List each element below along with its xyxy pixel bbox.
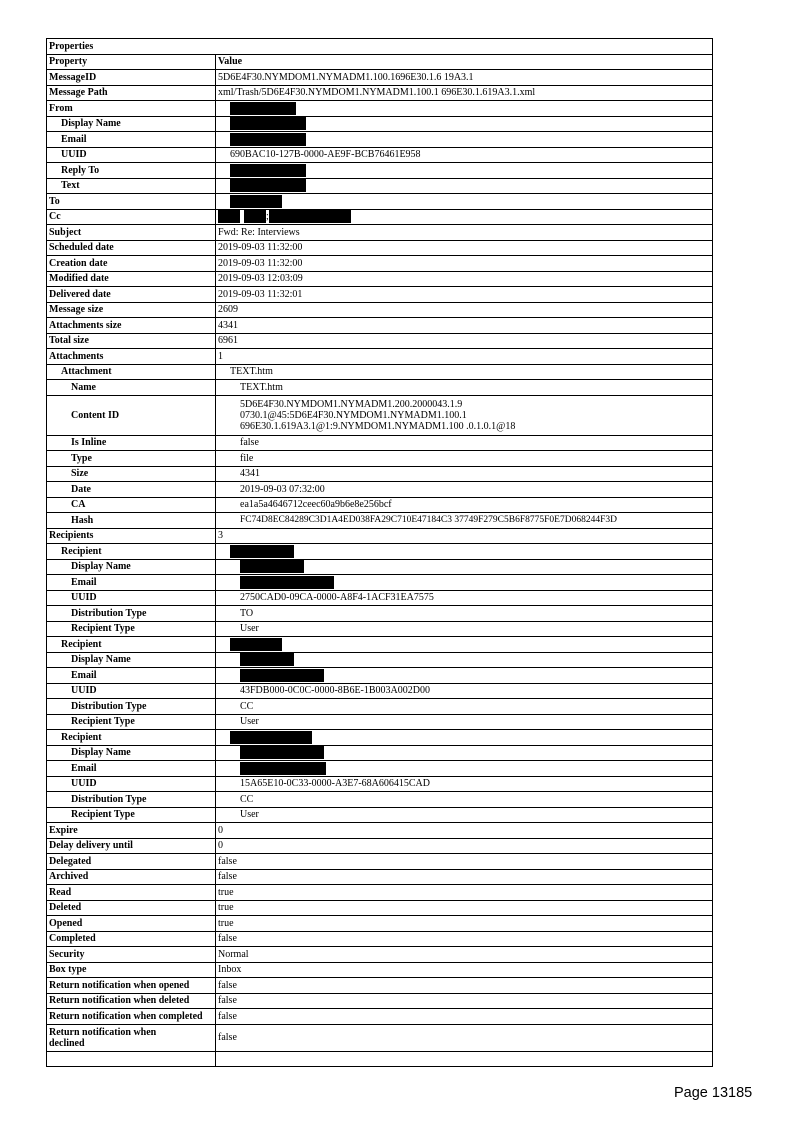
table-row xyxy=(47,287,713,303)
property-value: 43FDB000-0C0C-0000-8B6E-1B003A002D00 xyxy=(216,683,713,699)
table-row xyxy=(47,652,713,668)
property-label: UUID xyxy=(47,683,216,699)
table-row xyxy=(47,714,713,730)
property-value: 5D6E4F30.NYMDOM1.NYMADM1.200.2000043.1.9 0730.1@45:5D6E4F30.NYMDOM1.NYMADM1.100.1 696E30.1.619A3.1@1:9.NYMDOM1.NYMADM1.100 .0.1.0.1@18 xyxy=(216,395,713,435)
property-label: Recipients xyxy=(47,528,216,544)
property-value: false xyxy=(216,931,713,947)
table-row xyxy=(47,240,713,256)
table-row xyxy=(47,1051,713,1067)
property-label: Content ID xyxy=(47,395,216,435)
property-value: 6961 xyxy=(216,333,713,349)
property-label: Archived xyxy=(47,869,216,885)
properties-table xyxy=(46,38,713,1067)
property-value xyxy=(216,761,713,777)
table-row xyxy=(47,466,713,482)
table-row xyxy=(47,807,713,823)
property-label: Deleted xyxy=(47,900,216,916)
property-label: Modified date xyxy=(47,271,216,287)
property-label: Recipient Type xyxy=(47,621,216,637)
property-label: Distribution Type xyxy=(47,699,216,715)
redaction-block xyxy=(240,653,294,666)
property-label: Security xyxy=(47,947,216,963)
property-label: Display Name xyxy=(47,559,216,575)
table-row xyxy=(47,978,713,994)
property-value: 2609 xyxy=(216,302,713,318)
property-label: Display Name xyxy=(47,652,216,668)
property-label: Display Name xyxy=(47,745,216,761)
table-row xyxy=(47,528,713,544)
property-label: Total size xyxy=(47,333,216,349)
property-value: file xyxy=(216,451,713,467)
redaction-block xyxy=(230,164,306,177)
table-row xyxy=(47,1024,713,1051)
table-row xyxy=(47,435,713,451)
property-value: 0 xyxy=(216,838,713,854)
table-row xyxy=(47,271,713,287)
property-label xyxy=(47,1051,216,1067)
property-value: 4341 xyxy=(216,466,713,482)
table-row xyxy=(47,101,713,117)
property-value: false xyxy=(216,1024,713,1051)
table-row xyxy=(47,395,713,435)
property-value: Inbox xyxy=(216,962,713,978)
table-row xyxy=(47,318,713,334)
page-number: Page 13185 xyxy=(674,1085,753,1101)
table-row xyxy=(47,178,713,194)
table-row xyxy=(47,482,713,498)
table-row xyxy=(47,497,713,513)
table-row xyxy=(47,513,713,529)
table-row xyxy=(47,544,713,560)
table-row xyxy=(47,621,713,637)
table-row xyxy=(47,116,713,132)
property-value: ea1a5a4646712ceec60a9b6e8e256bcf xyxy=(216,497,713,513)
property-label: Size xyxy=(47,466,216,482)
property-label: Delivered date xyxy=(47,287,216,303)
property-value xyxy=(216,178,713,194)
table-row xyxy=(47,606,713,622)
redaction-block xyxy=(240,576,334,589)
property-value: true xyxy=(216,900,713,916)
redaction-block xyxy=(240,560,304,573)
property-label: Subject xyxy=(47,225,216,241)
redaction-block xyxy=(230,545,294,558)
property-label: Opened xyxy=(47,916,216,932)
table-row xyxy=(47,776,713,792)
table-row xyxy=(47,885,713,901)
property-label: Type xyxy=(47,451,216,467)
property-label: Return notification when opened xyxy=(47,978,216,994)
redaction-block xyxy=(240,746,324,759)
property-label: Recipient Type xyxy=(47,714,216,730)
property-value xyxy=(216,745,713,761)
property-value: 1 xyxy=(216,349,713,365)
property-value: TEXT.htm xyxy=(216,364,713,380)
property-label: UUID xyxy=(47,590,216,606)
property-value: 4341 xyxy=(216,318,713,334)
table-row xyxy=(47,668,713,684)
property-label: Text xyxy=(47,178,216,194)
property-value: false xyxy=(216,854,713,870)
property-value xyxy=(216,163,713,179)
property-label: Return notification when deleted xyxy=(47,993,216,1009)
property-value xyxy=(216,668,713,684)
redaction-block xyxy=(230,179,306,192)
property-value: 2750CAD0-09CA-0000-A8F4-1ACF31EA7575 xyxy=(216,590,713,606)
redaction-block xyxy=(218,210,240,223)
table-row xyxy=(47,575,713,591)
property-label: To xyxy=(47,194,216,210)
table-row xyxy=(47,745,713,761)
property-label: Recipient xyxy=(47,730,216,746)
table-row xyxy=(47,147,713,163)
property-label: Expire xyxy=(47,823,216,839)
property-value: false xyxy=(216,1009,713,1025)
property-label: UUID xyxy=(47,147,216,163)
table-row xyxy=(47,163,713,179)
property-value: Fwd: Re: Interviews xyxy=(216,225,713,241)
property-label: Message size xyxy=(47,302,216,318)
redaction-block xyxy=(230,133,306,146)
table-row xyxy=(47,333,713,349)
property-value: 2019-09-03 11:32:01 xyxy=(216,287,713,303)
property-value xyxy=(216,132,713,148)
table-row xyxy=(47,792,713,808)
table-row xyxy=(47,637,713,653)
property-value: 5D6E4F30.NYMDOM1.NYMADM1.100.1696E30.1.6 19A3.1 xyxy=(216,70,713,86)
table-row xyxy=(47,962,713,978)
property-value xyxy=(216,1051,713,1067)
table-header-row xyxy=(47,54,713,70)
property-label: Email xyxy=(47,761,216,777)
property-value xyxy=(216,194,713,210)
table-row xyxy=(47,900,713,916)
redaction-block xyxy=(240,669,324,682)
property-value xyxy=(216,116,713,132)
redaction-block xyxy=(230,102,296,115)
table-row xyxy=(47,349,713,365)
property-value: xml/Trash/5D6E4F30.NYMDOM1.NYMADM1.100.1 696E30.1.619A3.1.xml xyxy=(216,85,713,101)
property-label: Email xyxy=(47,668,216,684)
property-value xyxy=(216,652,713,668)
property-value: 2019-09-03 07:32:00 xyxy=(216,482,713,498)
table-row xyxy=(47,1009,713,1025)
property-label: Distribution Type xyxy=(47,606,216,622)
redaction-block xyxy=(244,210,266,223)
property-label: Display Name xyxy=(47,116,216,132)
table-row xyxy=(47,209,713,225)
redaction-block xyxy=(230,638,282,651)
redaction-block xyxy=(230,117,306,130)
property-value: TEXT.htm xyxy=(216,380,713,396)
property-value: 2019-09-03 11:32:00 xyxy=(216,256,713,272)
table-row xyxy=(47,451,713,467)
property-value: User xyxy=(216,807,713,823)
property-label: Completed xyxy=(47,931,216,947)
property-value: false xyxy=(216,978,713,994)
property-value: TO xyxy=(216,606,713,622)
property-label: Cc xyxy=(47,209,216,225)
property-label: Is Inline xyxy=(47,435,216,451)
property-label: Reply To xyxy=(47,163,216,179)
property-label: Attachments size xyxy=(47,318,216,334)
table-row xyxy=(47,931,713,947)
property-value: true xyxy=(216,885,713,901)
table-row xyxy=(47,699,713,715)
property-label: Creation date xyxy=(47,256,216,272)
table-row xyxy=(47,823,713,839)
property-value xyxy=(216,575,713,591)
property-value: User xyxy=(216,621,713,637)
table-row xyxy=(47,380,713,396)
table-title-row xyxy=(47,39,713,55)
table-row xyxy=(47,302,713,318)
property-value: User xyxy=(216,714,713,730)
table-row xyxy=(47,916,713,932)
table-row xyxy=(47,869,713,885)
property-value xyxy=(216,101,713,117)
table-row xyxy=(47,194,713,210)
table-row xyxy=(47,854,713,870)
property-value xyxy=(216,637,713,653)
property-value: false xyxy=(216,869,713,885)
property-label: Read xyxy=(47,885,216,901)
property-label: Distribution Type xyxy=(47,792,216,808)
table-row xyxy=(47,364,713,380)
property-value xyxy=(216,559,713,575)
property-value: 2019-09-03 12:03:09 xyxy=(216,271,713,287)
property-label: Hash xyxy=(47,513,216,529)
property-label: Recipient xyxy=(47,637,216,653)
property-value: ; xyxy=(216,209,713,225)
property-label: Email xyxy=(47,132,216,148)
property-value: CC xyxy=(216,699,713,715)
property-label: Recipient xyxy=(47,544,216,560)
property-value: 690BAC10-127B-0000-AE9F-BCB76461E958 xyxy=(216,147,713,163)
table-row xyxy=(47,761,713,777)
table-row xyxy=(47,730,713,746)
table-row xyxy=(47,132,713,148)
property-label: Return notification when completed xyxy=(47,1009,216,1025)
property-value: false xyxy=(216,993,713,1009)
property-value: Normal xyxy=(216,947,713,963)
property-value: true xyxy=(216,916,713,932)
table-row xyxy=(47,559,713,575)
property-value: 15A65E10-0C33-0000-A3E7-68A606415CAD xyxy=(216,776,713,792)
property-label: Box type xyxy=(47,962,216,978)
property-value: false xyxy=(216,435,713,451)
property-label: Attachment xyxy=(47,364,216,380)
table-row xyxy=(47,70,713,86)
property-value: 2019-09-03 11:32:00 xyxy=(216,240,713,256)
table-row xyxy=(47,85,713,101)
table-row xyxy=(47,947,713,963)
property-value: 3 xyxy=(216,528,713,544)
property-value: CC xyxy=(216,792,713,808)
property-label: Scheduled date xyxy=(47,240,216,256)
property-value xyxy=(216,730,713,746)
table-row xyxy=(47,225,713,241)
property-label: Delegated xyxy=(47,854,216,870)
redaction-block xyxy=(240,762,326,775)
property-label: Return notification when declined xyxy=(47,1024,216,1051)
property-label: Attachments xyxy=(47,349,216,365)
redaction-block xyxy=(230,195,282,208)
header-value: Value xyxy=(216,54,713,70)
property-label: Date xyxy=(47,482,216,498)
table-row xyxy=(47,590,713,606)
header-property: Property xyxy=(47,54,216,70)
property-label: Recipient Type xyxy=(47,807,216,823)
property-label: Email xyxy=(47,575,216,591)
property-label: Name xyxy=(47,380,216,396)
table-title: Properties xyxy=(47,39,713,55)
table-row xyxy=(47,683,713,699)
property-label: UUID xyxy=(47,776,216,792)
property-label: Delay delivery until xyxy=(47,838,216,854)
property-label: MessageID xyxy=(47,70,216,86)
table-row xyxy=(47,993,713,1009)
redaction-block xyxy=(230,731,312,744)
property-value xyxy=(216,544,713,560)
table-row xyxy=(47,838,713,854)
property-label: CA xyxy=(47,497,216,513)
property-label: Message Path xyxy=(47,85,216,101)
table-row xyxy=(47,256,713,272)
redaction-block xyxy=(269,210,351,223)
property-label: From xyxy=(47,101,216,117)
property-value: FC74D8EC84289C3D1A4ED038FA29C710E47184C3 37749F279C5B6F8775F0E7D068244F3D xyxy=(216,513,713,529)
property-value: 0 xyxy=(216,823,713,839)
